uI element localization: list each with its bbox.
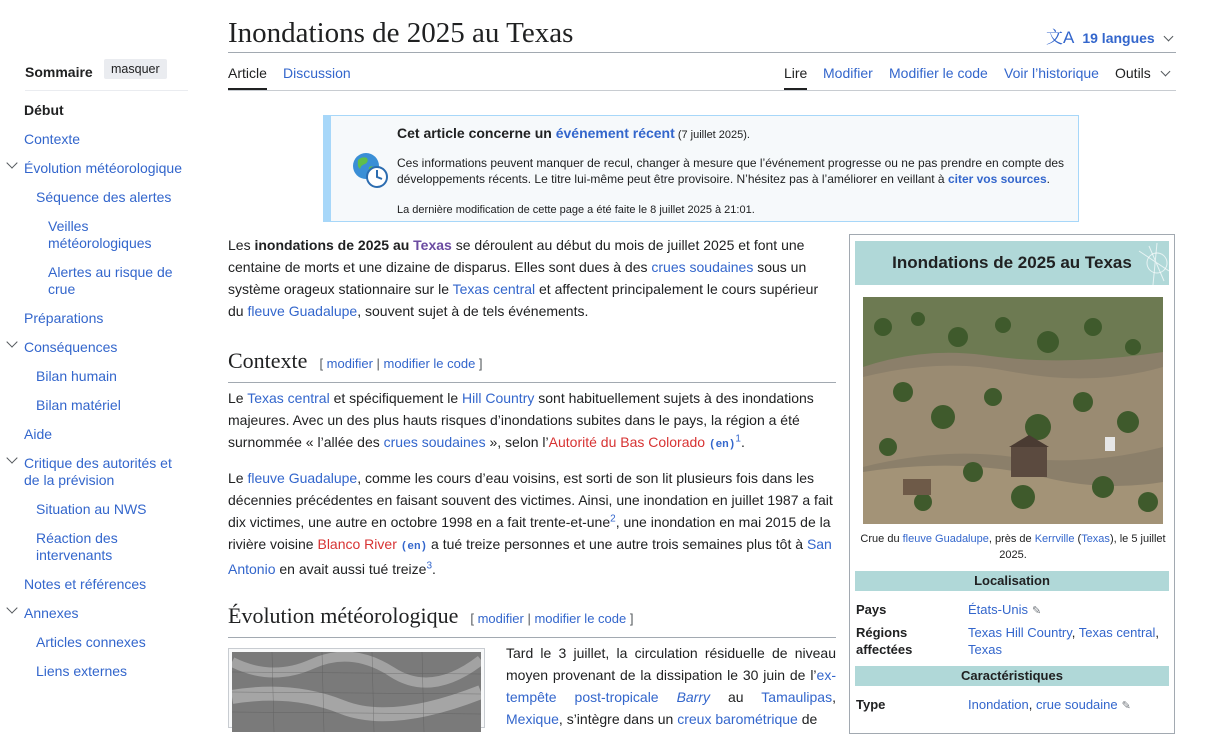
chevron-down-icon[interactable] (6, 452, 17, 463)
reference-3[interactable]: 3 (426, 560, 433, 572)
notice-title (397, 125, 750, 141)
reference-1[interactable]: 1 (735, 433, 741, 445)
notice-body (397, 155, 1067, 187)
reference-2[interactable]: 2 (610, 513, 616, 525)
toc-title: Sommaire (25, 64, 93, 80)
type-label: Type (856, 697, 886, 712)
toc-item-veilles-2[interactable]: météorologiques (48, 235, 152, 251)
modifier-link[interactable]: modifier (326, 356, 373, 371)
bracket: ] (475, 356, 483, 371)
page-title: Inondations de 2025 au Texas (228, 17, 574, 49)
toc-item-alertes-crue[interactable]: Alertes au risque de (48, 264, 173, 280)
pays-label: Pays (856, 602, 887, 617)
label-text: affectées (856, 642, 913, 657)
satellite-image[interactable] (228, 648, 485, 728)
language-count: 19 langues (1082, 30, 1155, 46)
toc-item-situation-nws[interactable]: Situation au NWS (36, 501, 147, 517)
notice-title-text: Cet article concerne un (397, 125, 556, 141)
text: Le (228, 390, 248, 406)
cite-sources-link[interactable]: citer vos sources (947, 172, 1047, 186)
toc-item-critique[interactable]: Critique des autorités et (24, 455, 172, 471)
toc-item-preparations[interactable]: Préparations (24, 310, 104, 326)
fleuve-guadalupe-link[interactable]: fleuve Guadalupe (247, 303, 358, 319)
outils-label: Outils (1115, 65, 1151, 81)
edit-links (470, 611, 633, 626)
storm-icon (1119, 241, 1169, 285)
text: Le (228, 470, 248, 486)
tab-modifier-code[interactable]: Modifier le code (889, 65, 988, 81)
text: , s’intègre dans un (558, 711, 678, 727)
text: ), le 5 juillet 2025. (999, 533, 1166, 561)
contexte-paragraph-1 (228, 387, 836, 456)
modifier-link[interactable]: modifier (477, 611, 524, 626)
toc-item-sequence-alertes[interactable]: Séquence des alertes (36, 189, 172, 205)
edit-links (319, 356, 482, 371)
etats-unis-link[interactable]: États-Unis (968, 602, 1028, 617)
pencil-icon[interactable]: ✎ (1121, 700, 1131, 712)
bracket: ] (626, 611, 634, 626)
notice-date: (7 juillet 2025). (674, 129, 750, 141)
toc-item-veilles[interactable]: Veilles (48, 218, 89, 234)
en-link[interactable]: (en) (708, 439, 736, 451)
modifier-code-link[interactable]: modifier le code (534, 611, 627, 626)
language-button[interactable] (1046, 23, 1172, 48)
tamaulipas-link[interactable]: Tamaulipas (761, 689, 833, 705)
heading-text: Évolution météorologique (228, 603, 459, 628)
text: Les (228, 237, 255, 253)
toc-item-reaction[interactable]: Réaction des (36, 530, 118, 546)
photo-caption (855, 531, 1171, 563)
infobox-section-caracteristiques: Caractéristiques (855, 666, 1169, 686)
creux-barometrique-link[interactable]: creux barométrique (677, 711, 798, 727)
chevron-down-icon[interactable] (6, 336, 17, 347)
regions-value (968, 624, 1168, 658)
kerrville-link[interactable]: Kerrville (1034, 533, 1075, 545)
chevron-down-icon (1163, 32, 1173, 42)
globe-clock-icon (352, 152, 388, 188)
text: et spécifiquement le (329, 390, 462, 406)
text: Tard le 3 juillet, la circulation résiduelle de niveau moyen provenant de la dissipation le 30 juin de l’ (506, 645, 836, 683)
infobox-section-localisation: Localisation (855, 571, 1169, 591)
sep: , (1155, 625, 1160, 640)
crues-soudaines-link[interactable]: crues soudaines (651, 259, 754, 275)
sep: , (1071, 625, 1079, 640)
text: de (797, 711, 818, 727)
text: , près de (988, 533, 1035, 545)
text: se déroulent au début du mois de juillet 2025 et font une centaine de morts et une dizaine de disparus. Elles sont dues à des (228, 237, 805, 275)
tab-outils[interactable] (1115, 64, 1169, 82)
pays-value (968, 601, 1168, 620)
toc-item-aide[interactable]: Aide (24, 426, 53, 442)
toc-item-evolution[interactable]: Évolution météorologique (24, 160, 182, 176)
text: Crue du (860, 533, 903, 545)
link-text: ex-tempête post-tropicale (506, 667, 836, 705)
toc-item-liens-externes[interactable]: Liens externes (36, 663, 128, 679)
san-antonio-link[interactable]: San Antonio (228, 536, 832, 577)
heading-text: Contexte (228, 348, 308, 373)
text: a tué treize personnes et une autre trois semaines plus tôt à (427, 536, 807, 552)
autorite-colorado-link[interactable]: Autorité du Bas Colorado (548, 434, 706, 450)
text: . (740, 434, 745, 450)
text: , souvent sujet à de tels événements. (357, 303, 589, 319)
translate-icon: 文A (1046, 28, 1075, 47)
crues-soudaines-link[interactable]: crues soudaines (383, 434, 486, 450)
bracket: [ (319, 356, 327, 371)
texas-central-link[interactable]: Texas central (1078, 625, 1156, 640)
toc-item-bilan-humain[interactable]: Bilan humain (36, 368, 117, 384)
toc-item-bilan-materiel[interactable]: Bilan matériel (36, 397, 121, 413)
text: en avait aussi tué treize (275, 561, 427, 577)
evolution-paragraph (506, 642, 836, 730)
sep: , (1028, 697, 1036, 712)
tab-article[interactable]: Article (228, 65, 267, 81)
text: , une inondation en mai 2015 de la rivière voisine (228, 514, 831, 552)
contexte-paragraph-2 (228, 467, 836, 580)
flood-photo[interactable] (863, 297, 1163, 524)
infobox-title-text: Inondations de 2025 au Texas (892, 253, 1132, 272)
regions-label (856, 624, 912, 658)
texas-central-link[interactable]: Texas central (452, 281, 536, 297)
text: et affectent principalement le cours supérieur du (228, 281, 819, 319)
tab-historique[interactable]: Voir l’historique (1004, 65, 1099, 81)
text: au (710, 689, 762, 705)
tabs-divider (228, 90, 1176, 91)
toc-item-articles-connexes[interactable]: Articles connexes (36, 634, 146, 650)
text: sous un système orageux stationnaire sur le (228, 259, 807, 297)
toc-item-debut[interactable]: Début (24, 102, 64, 118)
title-divider (228, 52, 1176, 53)
modifier-code-link[interactable]: modifier le code (383, 356, 476, 371)
current-event-notice (323, 115, 1079, 222)
intro-paragraph (228, 234, 836, 322)
toc-item-contexte[interactable]: Contexte (24, 131, 81, 147)
texas-central-link[interactable]: Texas central (247, 390, 330, 406)
blanco-river-link[interactable]: Blanco River (317, 536, 397, 552)
chevron-down-icon[interactable] (6, 602, 17, 613)
texas-link[interactable]: Texas (968, 642, 1002, 657)
infobox (849, 234, 1175, 734)
toc-item-notes[interactable]: Notes et références (24, 576, 147, 592)
notice-body-text: Ces informations peuvent manquer de recul, changer à mesure que l’événement progresse ou ne pas prendre en compte des développements récents. Le titre lui-même peut être provisoire. N’hésitez pas à l’améliorer en veillant à (397, 156, 1065, 186)
section-heading-contexte (228, 347, 836, 383)
satellite-image-graphic (232, 652, 481, 732)
sep: | (523, 611, 535, 626)
text: ( (1074, 533, 1082, 545)
infobox-title (855, 241, 1169, 285)
toc-hide-button[interactable]: masquer (104, 59, 167, 79)
pencil-icon[interactable]: ✎ (1031, 605, 1042, 617)
tab-discussion[interactable]: Discussion (283, 65, 351, 81)
text: , (832, 689, 836, 705)
fleuve-guadalupe-link[interactable]: fleuve Guadalupe (247, 470, 358, 486)
tab-lire[interactable]: Lire (784, 65, 808, 81)
toc-item-alertes-crue-2[interactable]: crue (48, 281, 76, 297)
fleuve-guadalupe-link[interactable]: fleuve Guadalupe (902, 533, 989, 545)
sep: | (372, 356, 384, 371)
text: », selon l’ (485, 434, 549, 450)
hill-country-link[interactable]: Hill Country (462, 390, 535, 406)
toc-item-critique-2[interactable]: de la prévision (24, 472, 115, 488)
texas-hill-country-link[interactable]: Texas Hill Country (968, 625, 1072, 640)
toc-header (25, 58, 188, 91)
bold-text: inondations de 2025 au (254, 237, 414, 253)
mexique-link[interactable]: Mexique (506, 711, 559, 727)
inondation-link[interactable]: Inondation (968, 697, 1029, 712)
text: . (432, 561, 436, 577)
crue-soudaine-link[interactable]: crue soudaine (1035, 697, 1118, 712)
en-link[interactable]: (en) (400, 541, 428, 553)
section-heading-evolution (228, 602, 836, 638)
texas-link[interactable]: Texas (413, 237, 452, 253)
chevron-down-icon[interactable] (6, 157, 17, 168)
toc-item-consequences[interactable]: Conséquences (24, 339, 118, 355)
chevron-down-icon (1160, 67, 1170, 77)
link-text-italic: Barry (676, 689, 711, 705)
label-text: Régions (856, 625, 908, 640)
text: , comme les cours d’eau voisins, est sorti de son lit plusieurs fois dans les décennies précédentes en faisant souvent des victimes. Ainsi, une inondation en juillet 1987 a fait dix victimes, une autre en octobre 1998 en a fait trente-et-une (228, 470, 833, 530)
bracket: [ (470, 611, 478, 626)
toc-item-reaction-2[interactable]: intervenants (36, 547, 113, 563)
recent-event-link[interactable]: événement récent (555, 125, 675, 141)
text: sont habituellement sujets à des inondations majeures. Avec un des plus hauts risques d’inondations subites dans le pays, la région a été surnommée « l’allée des (228, 390, 814, 450)
texas-link[interactable]: Texas (1081, 533, 1110, 545)
tab-modifier[interactable]: Modifier (823, 65, 873, 81)
last-modified: La dernière modification de cette page a été faite le 8 juillet 2025 à 21:01. (397, 204, 755, 216)
type-value (968, 696, 1168, 715)
toc-item-annexes[interactable]: Annexes (24, 605, 79, 621)
notice-body-end: . (1046, 172, 1050, 186)
